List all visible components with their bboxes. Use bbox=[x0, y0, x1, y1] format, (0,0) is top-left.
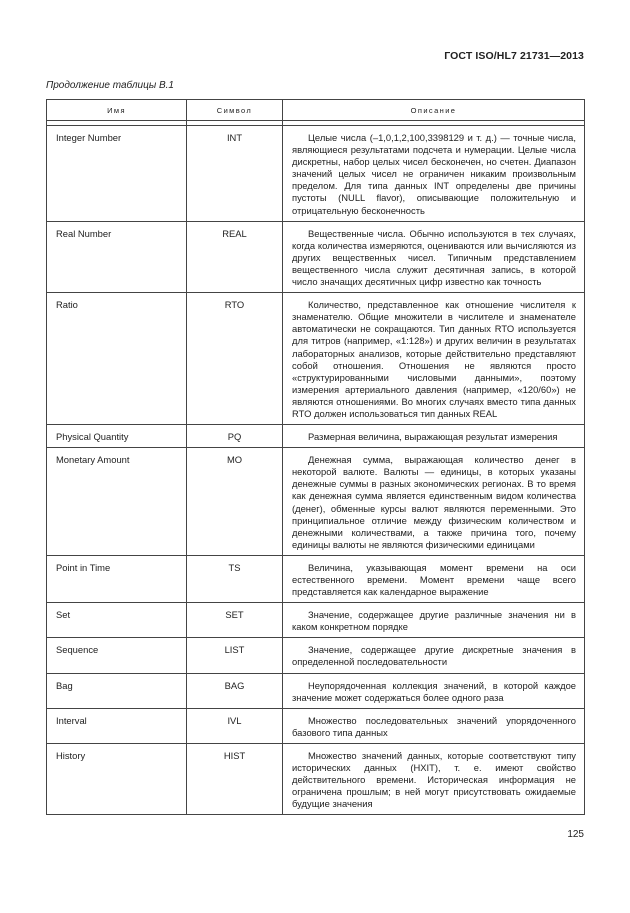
description-text: Значение, содержащее другие различные значения ни в каком конкретном порядке bbox=[292, 609, 576, 633]
type-description-cell bbox=[283, 448, 585, 556]
table-row bbox=[47, 673, 585, 708]
description-text: Количество, представленное как отношение числителя к знаменателю. Общие множители в числителе и знаменателе автоматически не сокращаются. Тип данных RTO используется для титров (например, «1:128») и других величин в результатах лабораторных анализов, которые действительно представляют собой отношения. Отношения не являются просто «структурированными числовыми данными», поэтому измерения артериального давления (например, «120/60») не являются отношениями. Во многих случаях вместо типа данных RTO должен использоваться тип данных REAL bbox=[292, 299, 576, 419]
type-symbol-cell: LIST bbox=[187, 638, 283, 673]
table-row bbox=[47, 708, 585, 743]
description-text: Неупорядоченная коллекция значений, в которой каждое значение может содержаться более одного раза bbox=[292, 679, 576, 703]
type-name-cell: History bbox=[47, 743, 187, 814]
type-description-cell bbox=[283, 743, 585, 814]
description-text: Множество значений данных, которые соответствуют типу исторических данных (HXIT), т. е. имеют свойство действительного времени. Историческая информация не ограничена прошлым; в ней могут присутствовать ожидаемые будущие значения bbox=[292, 749, 576, 810]
type-name-cell: Monetary Amount bbox=[47, 448, 187, 556]
description-text: Вещественные числа. Обычно используются в тех случаях, когда количества измеряются, оцениваются или вычисляются из других вещественных чисел. Типичным представлением вещественного числа служит десятичная запись, в которой число значащих десятичных цифр известно как точность bbox=[292, 227, 576, 288]
table-row bbox=[47, 221, 585, 292]
type-symbol-cell: IVL bbox=[187, 708, 283, 743]
type-description-cell bbox=[283, 673, 585, 708]
table-row bbox=[47, 448, 585, 556]
type-description-cell bbox=[283, 221, 585, 292]
description-text: Величина, указывающая момент времени на оси естественного времени. Момент времени чаще всего представляется как календарное выражение bbox=[292, 561, 576, 598]
table-row bbox=[47, 638, 585, 673]
type-symbol-cell: MO bbox=[187, 448, 283, 556]
type-name-cell: Bag bbox=[47, 673, 187, 708]
table-row bbox=[47, 293, 585, 425]
page-number: 125 bbox=[567, 829, 584, 840]
description-text: Денежная сумма, выражающая количество денег в некоторой валюте. Валюты — единицы, в которых указаны денежные суммы в разных экономических регионах. В то время как денежная сумма является единственным видом количества (денег), обменные курсы валют являются переменными. Это принципиальное отличие между физическим количеством и денежными количествами, а также причина того, почему единицы валюты не являются физическими единицами bbox=[292, 454, 576, 550]
type-name-cell: Sequence bbox=[47, 638, 187, 673]
type-symbol-cell: TS bbox=[187, 555, 283, 602]
description-text: Значение, содержащее другие дискретные значения в определенной последовательности bbox=[292, 644, 576, 668]
table-header-row bbox=[47, 100, 585, 121]
data-types-table bbox=[46, 99, 585, 815]
table-row bbox=[47, 555, 585, 602]
type-symbol-cell: REAL bbox=[187, 221, 283, 292]
type-symbol-cell: RTO bbox=[187, 293, 283, 425]
column-header-symbol: Символ bbox=[187, 100, 283, 121]
table-row bbox=[47, 425, 585, 448]
type-symbol-cell: INT bbox=[187, 126, 283, 222]
column-header-name: Имя bbox=[47, 100, 187, 121]
type-name-cell: Integer Number bbox=[47, 126, 187, 222]
table-row bbox=[47, 126, 585, 222]
description-text: Множество последовательных значений упорядоченного базового типа данных bbox=[292, 714, 576, 738]
table-caption: Продолжение таблицы В.1 bbox=[46, 80, 174, 91]
type-description-cell bbox=[283, 425, 585, 448]
type-name-cell: Point in Time bbox=[47, 555, 187, 602]
type-description-cell bbox=[283, 126, 585, 222]
document-id: ГОСТ ISO/HL7 21731—2013 bbox=[444, 50, 584, 62]
type-name-cell: Set bbox=[47, 603, 187, 638]
column-header-description: Описание bbox=[283, 100, 585, 121]
type-description-cell bbox=[283, 293, 585, 425]
type-symbol-cell: HIST bbox=[187, 743, 283, 814]
type-description-cell bbox=[283, 708, 585, 743]
type-symbol-cell: SET bbox=[187, 603, 283, 638]
type-name-cell: Interval bbox=[47, 708, 187, 743]
type-description-cell bbox=[283, 638, 585, 673]
type-symbol-cell: BAG bbox=[187, 673, 283, 708]
type-symbol-cell: PQ bbox=[187, 425, 283, 448]
table-row bbox=[47, 603, 585, 638]
type-description-cell bbox=[283, 555, 585, 602]
type-name-cell: Physical Quantity bbox=[47, 425, 187, 448]
description-text: Размерная величина, выражающая результат измерения bbox=[308, 431, 558, 443]
table-row bbox=[47, 743, 585, 814]
type-description-cell bbox=[283, 603, 585, 638]
type-name-cell: Real Number bbox=[47, 221, 187, 292]
type-name-cell: Ratio bbox=[47, 293, 187, 425]
description-text: Целые числа (–1,0,1,2,100,3398129 и т. д.) — точные числа, являющиеся результатами подсчета и нумерации. Целые числа дискретны, набор целых чисел бесконечен, но счетен. Диапазон значений целых чисел не ограничен никаким произвольным пределом. Для типа данных INT определены две причины пустоты (NULL flavor), описывающие положительную и отрицательную бесконечность bbox=[292, 132, 576, 216]
